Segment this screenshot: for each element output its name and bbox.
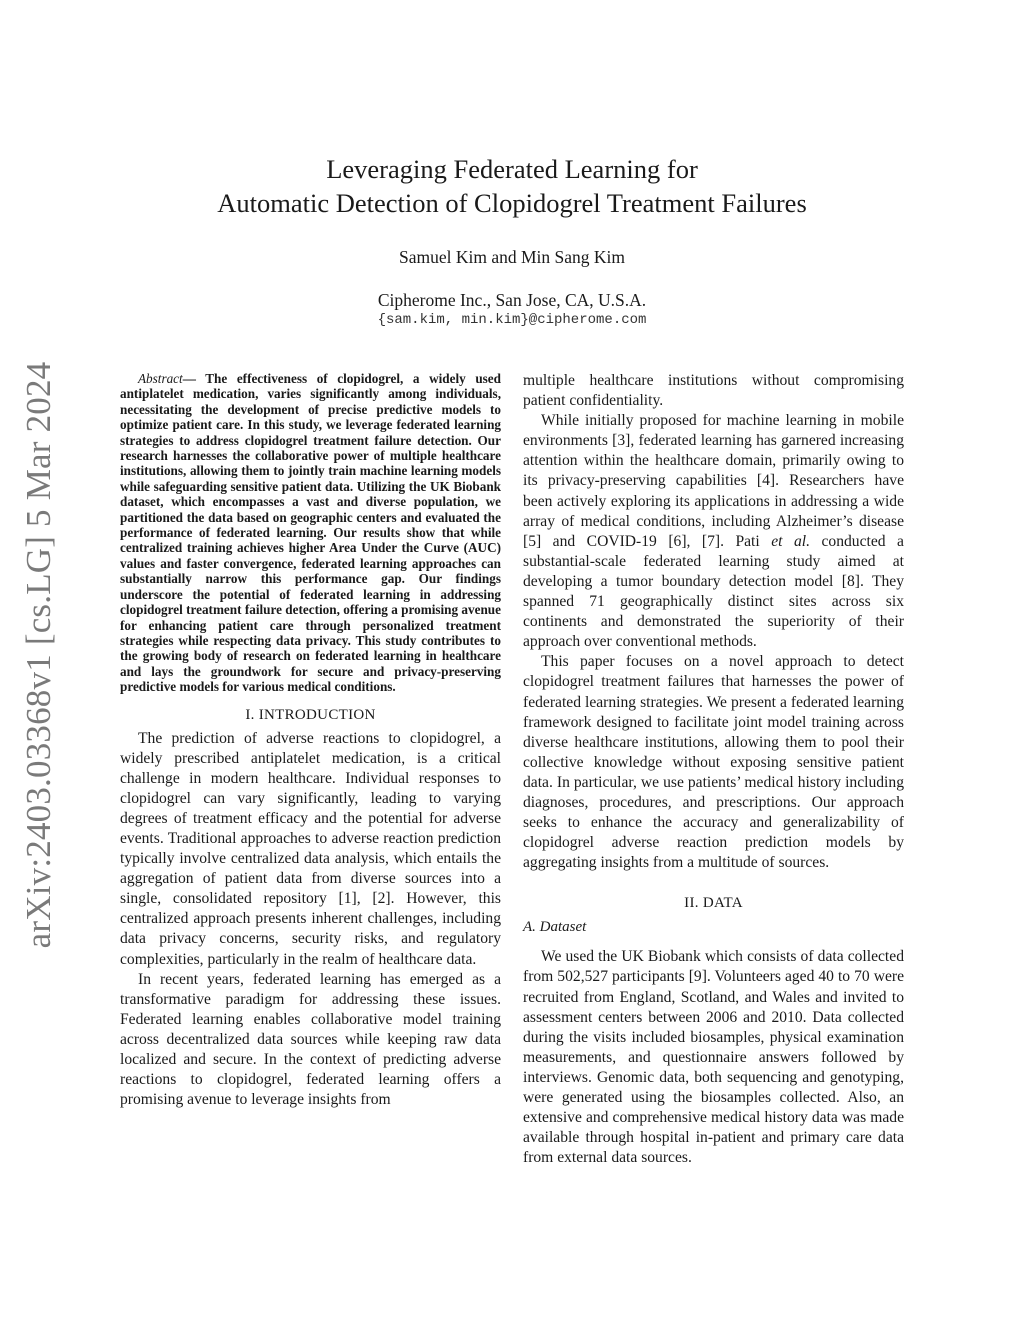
authors: Samuel Kim and Min Sang Kim [398,247,626,267]
introduction-heading: I. INTRODUCTION [245,706,376,723]
author-email: {sam.kim, min.kim}@cipherome.com [377,312,647,328]
introduction-paragraph-2-continued: multiple healthcare institutions without compromising patient confidentiality. [523,372,904,410]
right-column [523,371,904,1168]
arxiv-identifier-stamp [14,350,64,960]
introduction-paragraph-2: In recent years, federated learning has emerged as a transformative paradigm for addressing these issues. Federated learning enables collaborative model training across decentralized data sources while keeping raw data localized and secure. In the context of predicting adverse reactions to clopidogrel, federated learning offers a promising avenue to leverage insights from [120,970,501,1109]
introduction-paragraph-3-end: conducted a substantial-scale federated learning study aimed at developing a tumor boundary detection model [8]. They spanned 71 geographically distinct sites across six continents and demonstrated the superiority of their approach over conventional methods. [523,532,904,651]
abstract-label: Abstract [138,371,183,386]
abstract [120,371,501,695]
data-section-heading: II. DATA [684,895,743,912]
arxiv-identifier-text: arXiv:2403.03368v1 [cs.LG] 5 Mar 2024 [19,361,58,949]
et-al-citation: et al. [771,532,810,550]
introduction-paragraph-4: This paper focuses on a novel approach to detect clopidogrel treatment failures that harnesses the power of federated learning strategies. We present a federated learning framework designed to facilitate joint model training across diverse healthcare institutions, allowing them to pool their collective knowledge without exposing sensitive patient data. In particular, we use patients’ medical history including diagnoses, procedures, and prescriptions. Our approach seeks to enhance the accuracy and generalizability of clopidogrel adverse reaction prediction models by aggregating insights from a multitude of sources. [523,653,904,872]
abstract-text: — The effectiveness of clopidogrel, a widely used antiplatelet medication, varies significantly among individuals, necessitating the development of precise predictive models to optimize patient care. In this study, we leverage federated learning strategies to address clopidogrel treatment failure detection. Our research harnesses the collaborative power of multiple healthcare institutions, allowing them to jointly train machine learning models while safeguarding sensitive patient data. Utilizing the UK Biobank dataset, which encompasses a vast and diverse population, we partitioned the data based on geographic centers and evaluated the performance of federated learning. Our results show that while centralized training achieves higher Area Under the Curve (AUC) values and faster convergence, federated learning approaches can substantially narrow this performance gap. Our findings underscore the potential of federated learning in addressing clopidogrel treatment failure detection, offering a promising avenue for enhancing patient care through personalized treatment strategies while respecting data privacy. This study contributes to the growing body of research on federated learning in healthcare and lays the groundwork for secure and privacy-preserving predictive models for various medical conditions. [120,371,501,695]
paper-title-line-2: Automatic Detection of Clopidogrel Treatment Failures [217,188,807,218]
dataset-paragraph: We used the UK Biobank which consists of data collected from 502,527 participants [9]. Volunteers aged 40 to 70 were recruited from England, Scotland, and Wales and invited to assessment centers between 2006 and 2010. Data collected during the visits included biosamples, physical examination measurements, and questionnaire answers followed by interviews. Genomic data, both sequencing and genotyping, were generated using the biosamples collected. Also, an extensive and comprehensive medical history data was made available through hospital in-patient and primary care data from external data sources. [523,948,904,1167]
introduction-paragraph-1: The prediction of adverse reactions to clopidogrel, a widely prescribed antiplatelet medication, is a critical challenge in modern healthcare. Individual responses to clopidogrel can vary significantly, leading to varying degrees of treatment efficacy and the potential for adverse events. Traditional approaches to adverse reaction prediction typically involve centralized data analysis, which entails the aggregation of patient data from diverse sources into a single, consolidated repository [1], [2]. However, this centralized approach presents inherent challenges, including data privacy concerns, security risks, and regulatory complexities, particularly in the realm of healthcare data. [120,729,501,968]
left-column [120,371,501,1110]
paper-title-line-1: Leveraging Federated Learning for [326,154,698,184]
introduction-paragraph-3-start: While initially proposed for machine learning in mobile environments [3], federated learning has garnered increasing attention within the healthcare domain, primarily owing to its privacy-preserving capabilities [4]. Researchers have been actively exploring its applications in addressing a wide array of medical conditions, including Alzheimer’s disease [5] and COVID-19 [6], [7]. Pati [523,412,904,550]
introduction-paragraph-3 [523,411,904,652]
affiliation: Cipherome Inc., San Jose, CA, U.S.A. [377,290,647,310]
title-block [0,152,1024,329]
dataset-subheading: A. Dataset [523,919,587,936]
